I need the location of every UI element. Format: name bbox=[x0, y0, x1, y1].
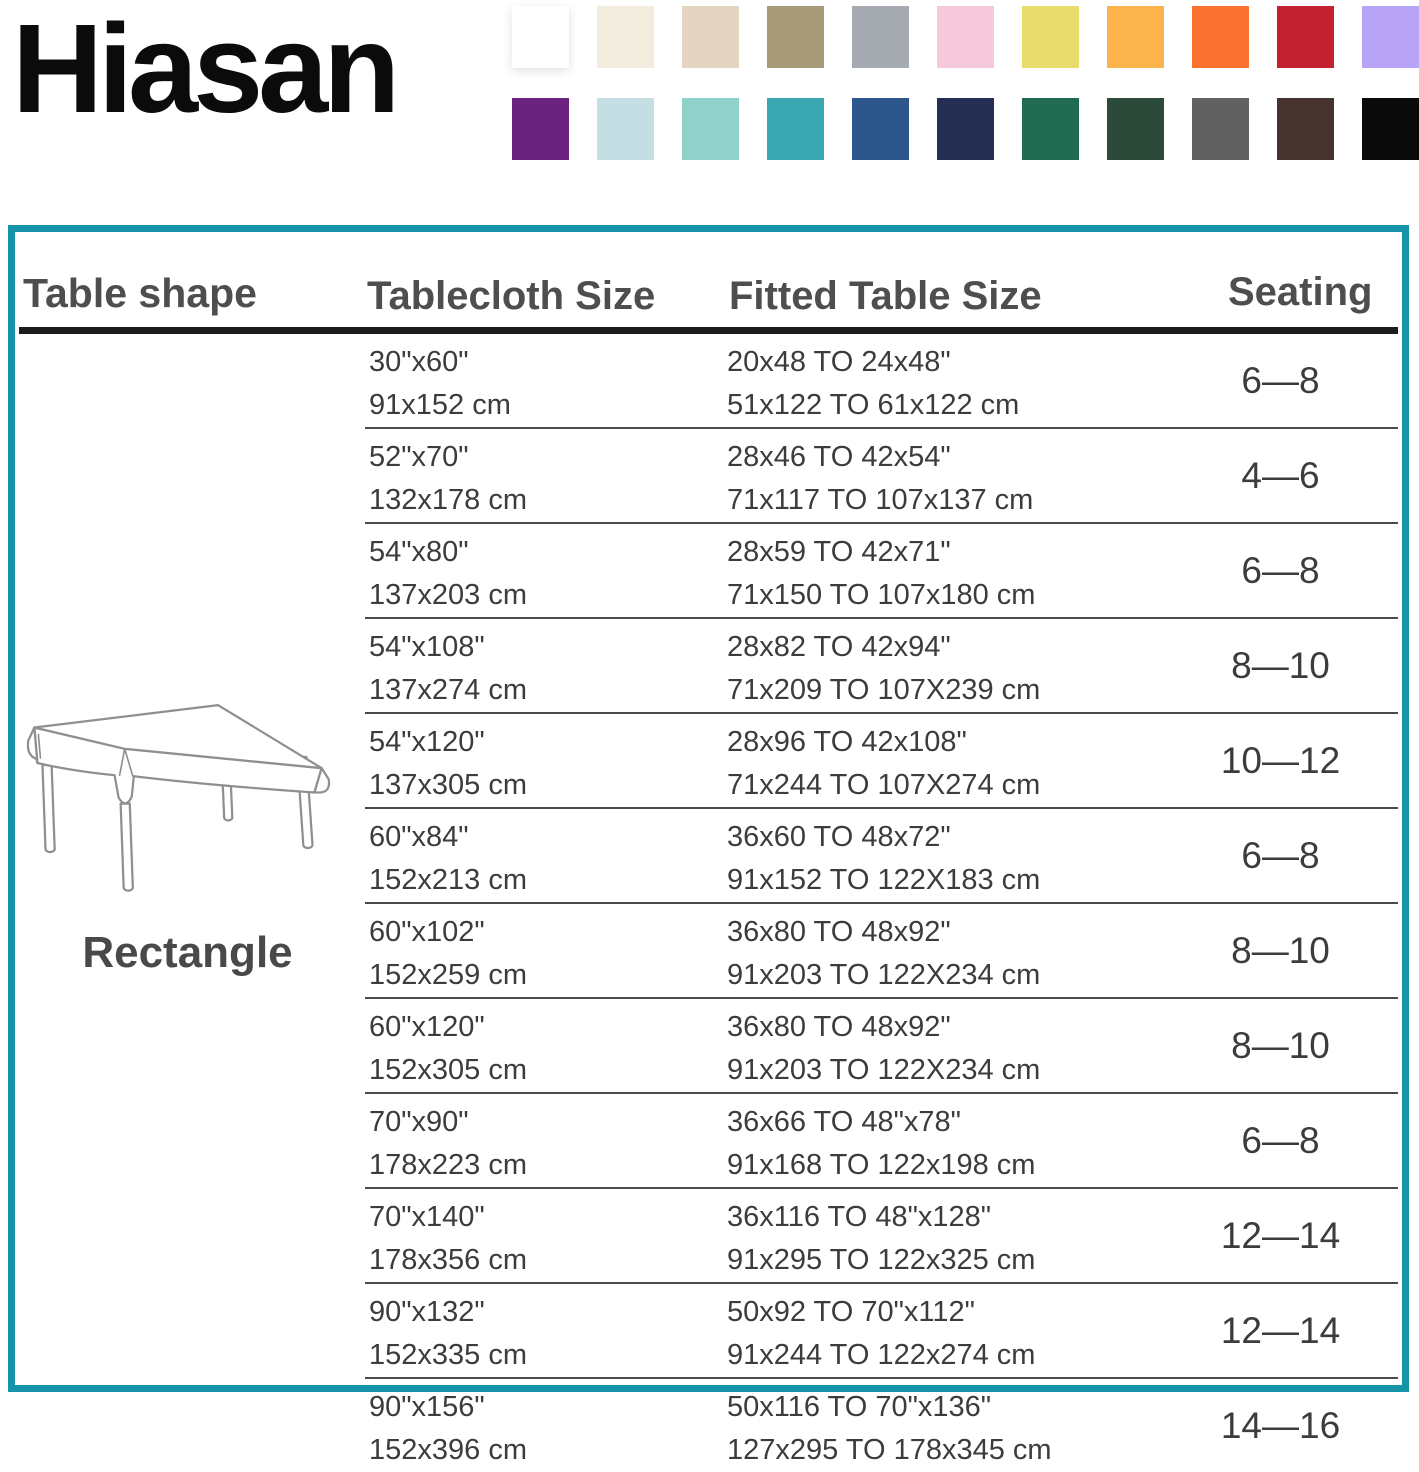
table-row bbox=[365, 904, 1398, 999]
fitted-table-size-cell bbox=[727, 619, 1163, 712]
seating-cell bbox=[1163, 999, 1398, 1092]
table-row bbox=[365, 1189, 1398, 1284]
tablecloth-size-cm: 152x213 cm bbox=[369, 864, 527, 896]
seating-cell bbox=[1163, 904, 1398, 997]
color-swatch-brown bbox=[1277, 98, 1334, 160]
tablecloth-size-cell bbox=[365, 619, 727, 712]
tablecloth-size-inches: 60"x84" bbox=[369, 821, 469, 853]
tablecloth-size-cm: 152x259 cm bbox=[369, 959, 527, 991]
seating-range: 12—14 bbox=[1220, 1309, 1341, 1351]
fitted-table-size-cell bbox=[727, 1284, 1163, 1377]
fitted-size-cm: 127x295 TO 178x345 cm bbox=[727, 1434, 1052, 1466]
header-divider-rule bbox=[19, 327, 1398, 334]
seating-range: 10—12 bbox=[1220, 739, 1341, 781]
tablecloth-size-cell bbox=[365, 1284, 727, 1377]
tablecloth-size-inches: 30"x60" bbox=[369, 346, 469, 378]
fitted-table-size-cell bbox=[727, 1094, 1163, 1187]
fitted-size-inches: 20x48 TO 24x48" bbox=[727, 346, 951, 378]
tablecloth-size-cm: 137x274 cm bbox=[369, 674, 527, 706]
tablecloth-size-inches: 90"x156" bbox=[369, 1391, 485, 1423]
seating-range: 4—6 bbox=[1241, 454, 1320, 496]
tablecloth-size-cm: 137x305 cm bbox=[369, 769, 527, 801]
fitted-size-inches: 50x92 TO 70"x112" bbox=[727, 1296, 975, 1328]
tablecloth-size-cm: 137x203 cm bbox=[369, 579, 527, 611]
fitted-size-cm: 91x168 TO 122x198 cm bbox=[727, 1149, 1036, 1181]
fitted-table-size-cell bbox=[727, 714, 1163, 807]
seating-range: 12—14 bbox=[1220, 1214, 1341, 1256]
fitted-size-cm: 71x209 TO 107X239 cm bbox=[727, 674, 1041, 706]
fitted-size-inches: 36x80 TO 48x92" bbox=[727, 1011, 951, 1043]
fitted-size-cm: 71x244 TO 107X274 cm bbox=[727, 769, 1041, 801]
tablecloth-size-inches: 60"x120" bbox=[369, 1011, 485, 1043]
tablecloth-size-inches: 70"x140" bbox=[369, 1201, 485, 1233]
color-swatch-yellow bbox=[1022, 6, 1079, 68]
seating-range: 6—8 bbox=[1241, 834, 1320, 876]
seating-cell bbox=[1163, 334, 1398, 427]
fitted-table-size-cell bbox=[727, 524, 1163, 617]
column-header-table-shape: Table shape bbox=[23, 270, 257, 316]
table-row bbox=[365, 619, 1398, 714]
column-header-fitted-size: Fitted Table Size bbox=[729, 274, 1042, 318]
tablecloth-size-cm: 91x152 cm bbox=[369, 389, 511, 421]
tablecloth-size-cell bbox=[365, 334, 727, 427]
color-swatch-silver-gray bbox=[852, 6, 909, 68]
fitted-size-inches: 50x116 TO 70"x136" bbox=[727, 1391, 992, 1423]
fitted-size-cm: 71x150 TO 107x180 cm bbox=[727, 579, 1036, 611]
fitted-table-size-cell bbox=[727, 1379, 1163, 1472]
color-swatch-dark-gray bbox=[1192, 98, 1249, 160]
table-row bbox=[365, 1284, 1398, 1379]
column-header-tablecloth-size: Tablecloth Size bbox=[367, 274, 656, 318]
seating-range: 8—10 bbox=[1231, 929, 1330, 971]
fitted-table-size-cell bbox=[727, 334, 1163, 427]
seating-range: 14—16 bbox=[1220, 1404, 1341, 1446]
fitted-size-inches: 36x80 TO 48x92" bbox=[727, 916, 951, 948]
fitted-size-inches: 36x60 TO 48x72" bbox=[727, 821, 951, 853]
fitted-table-size-cell bbox=[727, 1189, 1163, 1282]
seating-cell bbox=[1163, 809, 1398, 902]
seating-cell bbox=[1163, 1284, 1398, 1377]
tablecloth-size-cm: 178x223 cm bbox=[369, 1149, 527, 1181]
tablecloth-size-cell bbox=[365, 809, 727, 902]
color-swatch-gold bbox=[1107, 6, 1164, 68]
color-swatch-navy bbox=[937, 98, 994, 160]
fitted-size-inches: 28x96 TO 42x108" bbox=[727, 726, 967, 758]
color-swatch-beige bbox=[682, 6, 739, 68]
color-swatch-pink bbox=[937, 6, 994, 68]
tablecloth-size-inches: 70"x90" bbox=[369, 1106, 469, 1138]
fitted-size-inches: 36x66 TO 48"x78" bbox=[727, 1106, 961, 1138]
size-chart bbox=[8, 225, 1409, 1466]
tablecloth-size-cell bbox=[365, 904, 727, 997]
tablecloth-size-inches: 52"x70" bbox=[369, 441, 469, 473]
tablecloth-size-cm: 152x335 cm bbox=[369, 1339, 527, 1371]
seating-cell bbox=[1163, 714, 1398, 807]
tablecloth-size-cell bbox=[365, 524, 727, 617]
color-swatch-orange bbox=[1192, 6, 1249, 68]
table-shape-label: Rectangle bbox=[82, 928, 293, 977]
tablecloth-size-inches: 54"x108" bbox=[369, 631, 485, 663]
table-row bbox=[365, 334, 1398, 429]
seating-range: 8—10 bbox=[1231, 1024, 1330, 1066]
color-swatch-red bbox=[1277, 6, 1334, 68]
fitted-size-inches: 28x82 TO 42x94" bbox=[727, 631, 951, 663]
tablecloth-size-cell bbox=[365, 429, 727, 522]
table-row bbox=[365, 1094, 1398, 1189]
table-row bbox=[365, 524, 1398, 619]
fitted-size-inches: 28x46 TO 42x54" bbox=[727, 441, 951, 473]
column-header-seating: Seating bbox=[1228, 270, 1373, 314]
color-swatch-ivory bbox=[597, 6, 654, 68]
fitted-size-cm: 91x244 TO 122x274 cm bbox=[727, 1339, 1036, 1371]
seating-cell bbox=[1163, 429, 1398, 522]
fitted-size-cm: 71x117 TO 107x137 cm bbox=[727, 484, 1034, 516]
tablecloth-size-cell bbox=[365, 714, 727, 807]
table-row bbox=[365, 429, 1398, 524]
seating-cell bbox=[1163, 524, 1398, 617]
color-swatches bbox=[512, 6, 1419, 160]
tablecloth-size-cm: 178x356 cm bbox=[369, 1244, 527, 1276]
color-swatch-lavender bbox=[1362, 6, 1419, 68]
table-row bbox=[365, 714, 1398, 809]
fitted-size-cm: 91x203 TO 122X234 cm bbox=[727, 1054, 1041, 1086]
color-swatch-aqua bbox=[682, 98, 739, 160]
fitted-size-inches: 36x116 TO 48"x128" bbox=[727, 1201, 992, 1233]
tablecloth-size-inches: 90"x132" bbox=[369, 1296, 485, 1328]
tablecloth-size-inches: 54"x120" bbox=[369, 726, 485, 758]
seating-range: 6—8 bbox=[1241, 549, 1320, 591]
seating-cell bbox=[1163, 1379, 1398, 1472]
fitted-size-cm: 51x122 TO 61x122 cm bbox=[727, 389, 1020, 421]
seating-cell bbox=[1163, 1189, 1398, 1282]
tablecloth-size-cm: 132x178 cm bbox=[369, 484, 527, 516]
color-swatch-khaki bbox=[767, 6, 824, 68]
tablecloth-size-cell bbox=[365, 1379, 727, 1472]
color-swatch-green bbox=[1022, 98, 1079, 160]
fitted-size-inches: 28x59 TO 42x71" bbox=[727, 536, 951, 568]
fitted-table-size-cell bbox=[727, 904, 1163, 997]
color-swatch-dark-green bbox=[1107, 98, 1164, 160]
color-swatch-black bbox=[1362, 98, 1419, 160]
seating-range: 8—10 bbox=[1231, 644, 1330, 686]
tablecloth-size-cell bbox=[365, 1094, 727, 1187]
table-rows bbox=[365, 334, 1398, 1466]
fitted-table-size-cell bbox=[727, 809, 1163, 902]
fitted-table-size-cell bbox=[727, 999, 1163, 1092]
tablecloth-size-cell bbox=[365, 999, 727, 1092]
color-swatch-white bbox=[512, 6, 569, 68]
color-swatch-light-blue bbox=[597, 98, 654, 160]
rectangle-table-icon bbox=[27, 694, 332, 897]
color-swatch-purple bbox=[512, 98, 569, 160]
table-row bbox=[365, 999, 1398, 1094]
fitted-size-cm: 91x152 TO 122X183 cm bbox=[727, 864, 1041, 896]
brand-logo: Hiasan bbox=[12, 0, 396, 139]
tablecloth-size-cell bbox=[365, 1189, 727, 1282]
fitted-size-cm: 91x295 TO 122x325 cm bbox=[727, 1244, 1036, 1276]
table-row bbox=[365, 1379, 1398, 1472]
seating-range: 6—8 bbox=[1241, 359, 1320, 401]
fitted-size-cm: 91x203 TO 122X234 cm bbox=[727, 959, 1041, 991]
fitted-table-size-cell bbox=[727, 429, 1163, 522]
tablecloth-size-cm: 152x396 cm bbox=[369, 1434, 527, 1466]
tablecloth-size-cm: 152x305 cm bbox=[369, 1054, 527, 1086]
seating-cell bbox=[1163, 1094, 1398, 1187]
seating-range: 6—8 bbox=[1241, 1119, 1320, 1161]
tablecloth-size-inches: 60"x102" bbox=[369, 916, 485, 948]
color-swatch-blue bbox=[852, 98, 909, 160]
tablecloth-size-inches: 54"x80" bbox=[369, 536, 469, 568]
table-row bbox=[365, 809, 1398, 904]
color-swatch-teal bbox=[767, 98, 824, 160]
seating-cell bbox=[1163, 619, 1398, 712]
